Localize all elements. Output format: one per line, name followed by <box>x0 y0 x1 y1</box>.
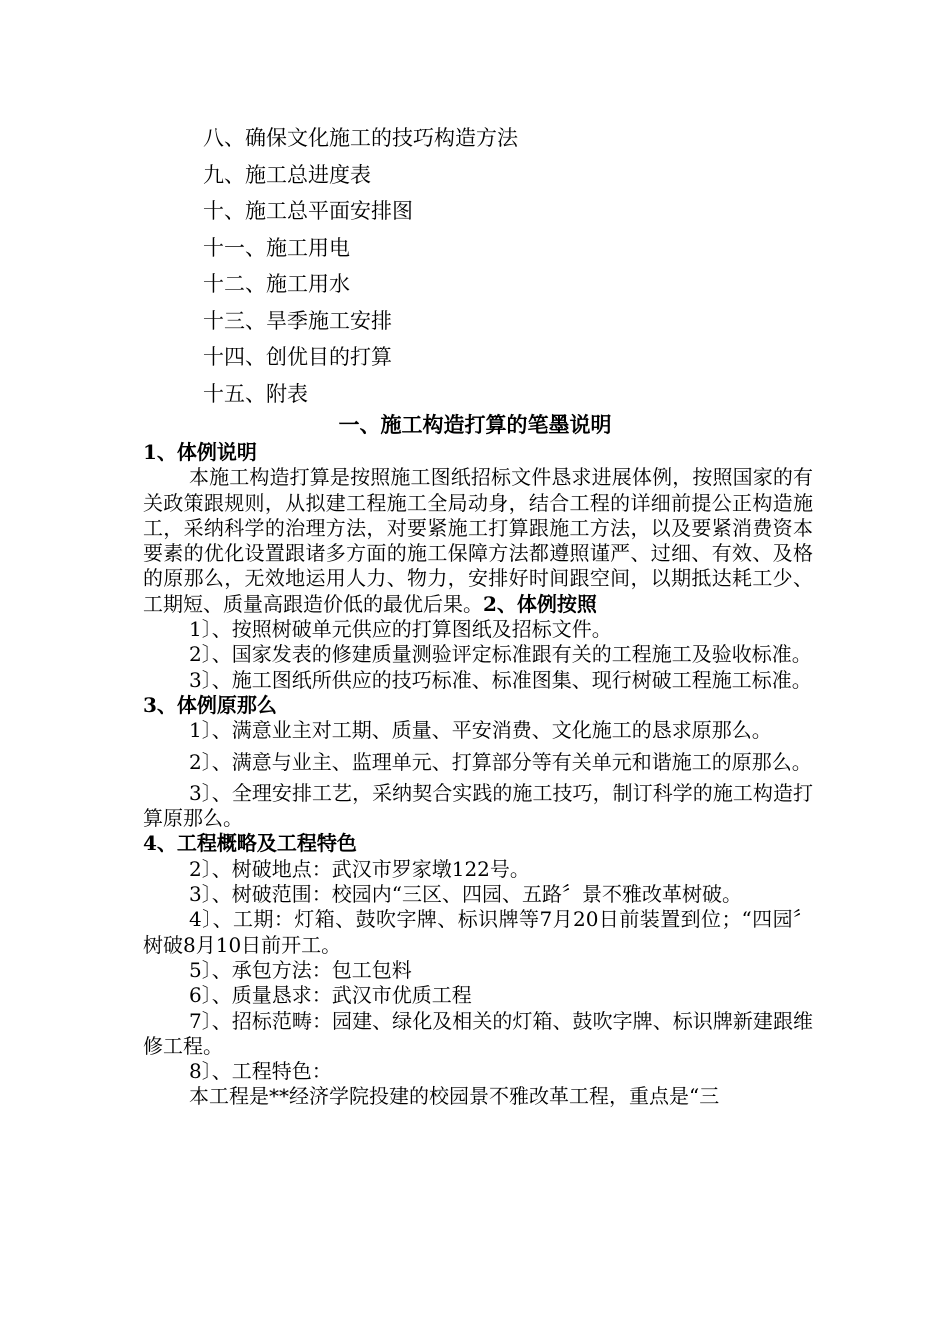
list-item: 2〕、满意与业主、监理单元、打算部分等有关单元和谐施工的原那么。 <box>189 749 812 774</box>
list-item: 7〕、招标范畴：园建、绿化及相关的灯箱、鼓吹字牌、标识牌新建跟维修工程。 <box>143 1008 813 1058</box>
list-item: 1〕、按照树破单元供应的打算图纸及招标文件。 <box>189 617 612 642</box>
toc-item: 十三、旱季施工安排 <box>203 308 392 333</box>
list-item: 1〕、满意业主对工期、质量、平安消费、文化施工的恳求原那么。 <box>189 718 772 743</box>
table-of-contents <box>203 120 518 412</box>
list-item: 5〕、承包方法：包工包料 <box>189 957 412 982</box>
section-title: 一、施工构造打算的笔墨说明 <box>338 412 612 437</box>
toc-item: 八、确保文化施工的技巧构造方法 <box>203 126 518 150</box>
heading-project-overview: 4、工程概略及工程特色 <box>143 831 357 856</box>
list-item: 3〕、树破范围：校园内“三区、四园、五路〞景不雅改革树破。 <box>189 882 742 907</box>
list-item: 3〕、施工图纸所供应的技巧标准、标准图集、现行树破工程施工标准。 <box>189 667 812 692</box>
toc-item: 十一、施工用电 <box>203 235 350 260</box>
list-item: 4〕、工期：灯箱、鼓吹字牌、标识牌等7月20日前装置到位；“四园〞树破8月10日前开工。 <box>143 907 813 957</box>
heading-compilation-basis: 2、体例按照 <box>483 591 597 616</box>
list-item: 2〕、国家发表的修建质量测验评定标准跟有关的工程施工及验收标准。 <box>189 642 812 667</box>
heading-compilation-principles: 3、体例原那么 <box>143 692 277 717</box>
document-body <box>143 440 813 1110</box>
paragraph-text: 本施工构造打算是按照施工图纸招标文件恳求进展体例，按照国家的有关政策跟规则，从拟建工程施工全局动身，结合工程的详细前提公正构造施工，采纳科学的治理方法，对要紧施工打算跟施工方法，以及要紧消费资本要素的优化设置跟诸多方面的施工保障方法都遵照谨严、过细、有效、及格的原那么，无效地运用人力、物力，安排好时间跟空间，以期抵达耗工少、工期短、质量高跟造价低的最优后果。 <box>143 465 813 616</box>
list-item: 6〕、质量恳求：武汉市优质工程 <box>189 983 472 1008</box>
toc-item: 九、施工总进度表 <box>203 162 371 187</box>
paragraph-compilation-notes <box>143 465 813 617</box>
toc-item: 十四、创优目的打算 <box>203 345 392 369</box>
toc-item: 十五、附表 <box>203 381 308 406</box>
toc-item: 十二、施工用水 <box>203 272 350 296</box>
list-item: 3〕、全理安排工艺，采纳契合实践的施工技巧，制订科学的施工构造打算原那么。 <box>143 780 813 831</box>
heading-compilation-notes: 1、体例说明 <box>143 440 257 464</box>
list-item: 2〕、树破地点：武汉市罗家墩122号。 <box>189 856 530 881</box>
toc-item: 十、施工总平面安排图 <box>203 199 413 223</box>
paragraph-project-features: 本工程是**经济学院投建的校园景不雅改革工程，重点是“三 <box>189 1084 720 1109</box>
list-item: 8〕、工程特色： <box>189 1059 332 1084</box>
